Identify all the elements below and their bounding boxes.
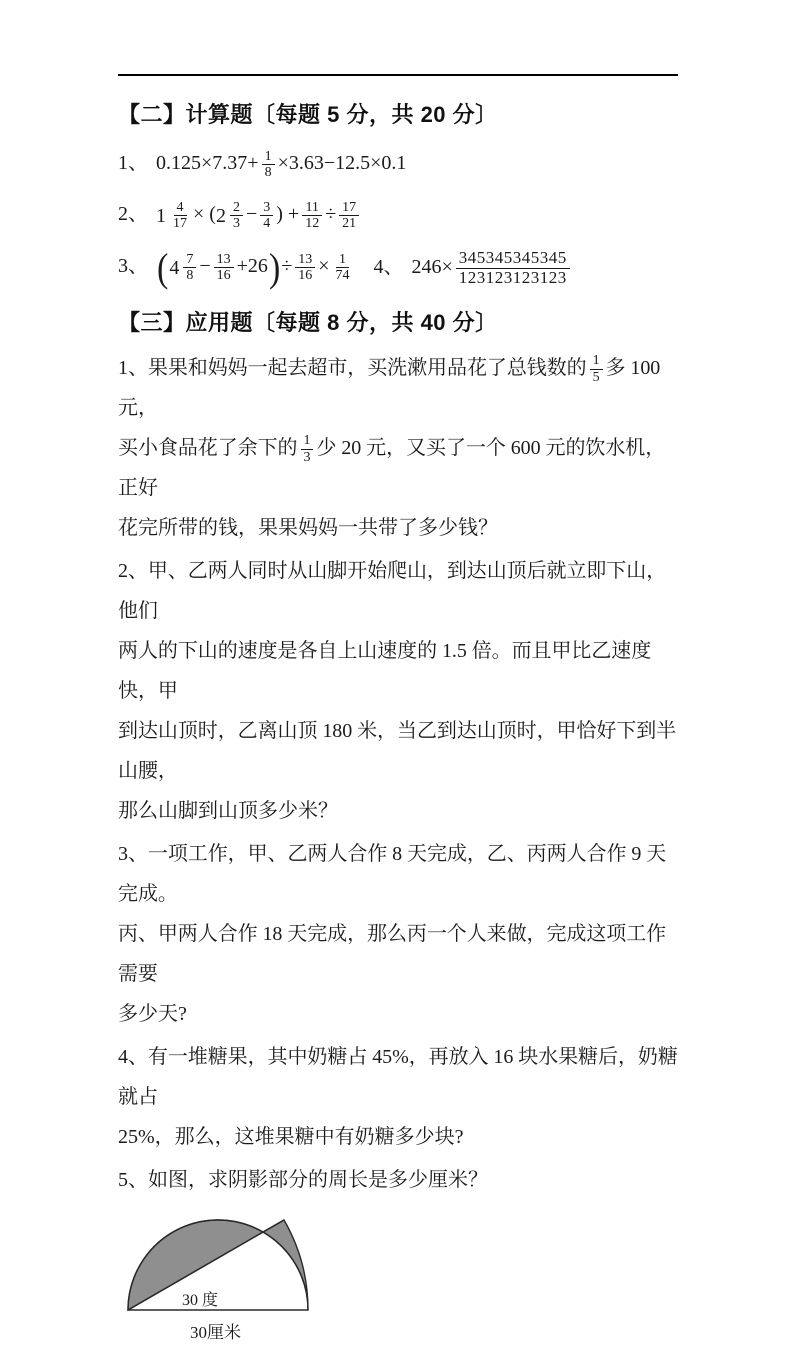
calc-section-title: 【二】计算题〔每题 5 分，共 20 分〕 [118, 102, 498, 127]
angle-label: 30 度 [182, 1291, 219, 1309]
text-line [118, 791, 678, 831]
text-run: 5、如图，求阴影部分的周长是多少厘米？ [118, 1168, 488, 1191]
calc-expression [118, 190, 362, 239]
text-run: 买小食品花了余下的 [118, 436, 298, 459]
text-run: 多少天? [118, 1002, 187, 1025]
text-run: +26 [236, 255, 268, 278]
text-run: 246× [411, 255, 453, 278]
fraction: $\frac{345345345345}{123123123123}$ [456, 249, 570, 287]
text-run: 1、果果和妈妈一起去超市，买洗漱用品花了总钱数的 [118, 356, 587, 379]
text-run: − [199, 255, 211, 278]
text-run: ÷ [325, 203, 337, 226]
fraction: $\frac{3}{4}$ [260, 200, 273, 232]
text-line [118, 348, 678, 428]
text-run: ÷ [281, 255, 293, 278]
large-parenthesis: ( [156, 244, 169, 290]
fraction: $\frac{4}{17}$ [173, 199, 187, 232]
large-parenthesis: ) [268, 244, 281, 290]
text-line [118, 551, 678, 631]
text-line [118, 508, 678, 548]
app-section-title: 【三】应用题〔每题 8 分，共 40 分〕 [118, 309, 498, 335]
calc-expression [118, 242, 355, 291]
text-line [118, 1160, 678, 1200]
text-line [118, 631, 678, 711]
calc-row [118, 189, 678, 239]
diameter-label: 30厘米 [190, 1322, 241, 1342]
text-run: 0.125×7.37+ [156, 152, 259, 175]
text-run: × [318, 255, 330, 278]
fraction: $\frac{1}{3}$ [301, 433, 314, 465]
fraction: $\frac{17}{21}$ [339, 200, 359, 232]
text-run: 到达山顶时，乙离山顶 180 米，当乙到达山顶时，甲恰好下到半山腰， [118, 719, 677, 782]
mixed-number: 2 $\frac{2}{3}$ [216, 192, 246, 240]
text-line [118, 1037, 678, 1117]
horizontal-rule [118, 74, 678, 76]
text-run: 那么山脚到山顶多少米？ [118, 799, 338, 822]
fraction: $\frac{13}{16}$ [214, 252, 234, 284]
text-line [118, 994, 678, 1034]
text-line [118, 914, 678, 994]
mixed-number: 1 $\frac{4}{17}$ [156, 192, 193, 240]
text-line [118, 428, 678, 508]
mixed-number: 4 $\frac{7}{8}$ [169, 244, 199, 292]
text-run: ×3.63−12.5×0.1 [277, 152, 407, 175]
text-run: − [245, 203, 258, 226]
application-problems [118, 348, 678, 1200]
text-run: ) + [276, 203, 300, 226]
text-line [118, 711, 678, 791]
text-line [118, 1117, 678, 1157]
fraction: $\frac{1}{8}$ [262, 149, 275, 181]
text-run: 两人的下山的速度是各自上山速度的 1.5 倍。而且甲比乙速度快，甲 [118, 639, 652, 702]
calc-expression [373, 243, 572, 291]
problem-number: 2、 [118, 203, 148, 226]
fraction: $\frac{11}{12}$ [302, 200, 322, 232]
text-run: 3、一项工作，甲、乙两人合作 8 天完成，乙、丙两人合作 9 天完成。 [118, 842, 667, 905]
calc-row [118, 138, 678, 187]
fraction: $\frac{1}{74}$ [335, 251, 350, 284]
text-run: 丙、甲两人合作 18 天完成，那么丙一个人来做，完成这项工作需要 [118, 922, 667, 985]
fraction: $\frac{7}{8}$ [183, 252, 196, 284]
exam-page [0, 74, 793, 1349]
word-problem [118, 1160, 678, 1200]
calc-problems [118, 138, 678, 292]
fraction: $\frac{1}{5}$ [590, 353, 603, 385]
calc-row [118, 242, 678, 292]
problem-number: 3、 [118, 255, 148, 278]
shaded-semicircle-figure [118, 1204, 318, 1344]
text-line [118, 834, 678, 914]
word-problem [118, 551, 678, 831]
shaded-sliver [263, 1220, 308, 1310]
word-problem [118, 834, 678, 1034]
calc-expression [118, 139, 406, 187]
text-run: 2、甲、乙两人同时从山脚开始爬山，到达山顶后就立即下山，他们 [118, 559, 667, 622]
problem-number: 4、 [373, 255, 404, 278]
text-run: × ( [193, 203, 216, 226]
text-run: 少 20 元，又买了一个 600 元的饮水机，正好 [118, 436, 666, 499]
word-problem [118, 348, 678, 548]
text-run: 4、有一堆糖果，其中奶糖占 45%，再放入 16 块水果糖后，奶糖就占 [118, 1045, 678, 1108]
geometry-figure [118, 1204, 678, 1349]
word-problem [118, 1037, 678, 1157]
text-run: 花完所带的钱，果果妈妈一共带了多少钱？ [118, 516, 498, 539]
text-run: 25%，那么，这堆果糖中有奶糖多少块? [118, 1125, 464, 1148]
text-run: 多 100 元， [118, 356, 666, 419]
fraction: $\frac{13}{16}$ [295, 252, 315, 284]
problem-number: 1、 [118, 152, 148, 175]
fraction: $\frac{2}{3}$ [230, 200, 243, 232]
